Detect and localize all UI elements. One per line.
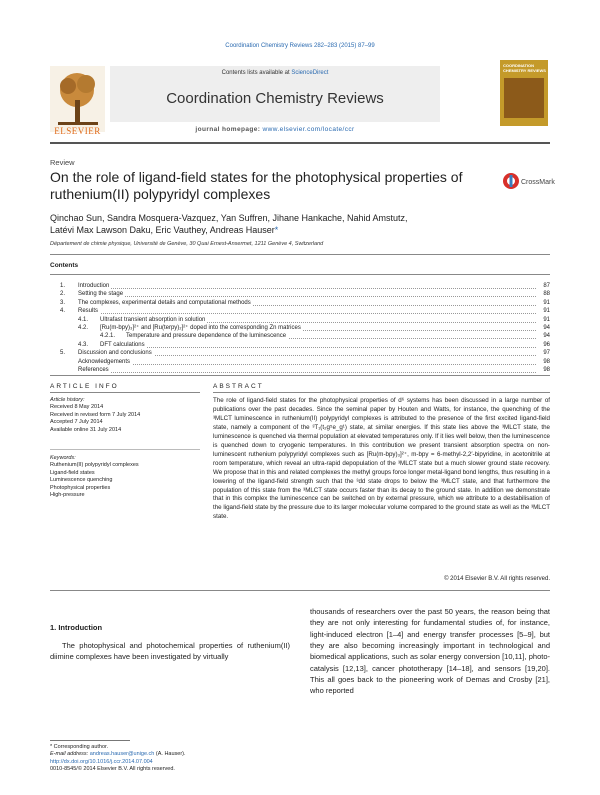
toc-item-number: 4. <box>60 308 66 315</box>
authors-line-2-wrap <box>50 224 550 236</box>
toc-item-page: 98 <box>543 366 550 373</box>
article-info-divider <box>50 392 200 393</box>
abstract-text: The role of ligand-field states for the photophysical properties of d⁶ systems has been discussed in a large number of publications over the past decades. Since the seminal paper by Houten and Watts, for instance, the quenching of the ³MLCT luminescence in ruthenium(II) polypyridyl complexes is attributed to the presence of the first excited ligand-field state, namely a component of the ³T₁(t₂g⁵e_g¹) state, at similar energies. If this state lies above the ³MLCT state, the luminescence is quenched via thermal population at elevated temperatures only. If it lies well below, then the luminescence is quenched down to cryogenic temperatures. In this contribution we present transient absorption spectra on non-luminescent ruthenium polypyridyl complexes such as [Ru(m-bpy)₃]²⁺, m-bpy = 6-methyl-2,2′-bipyridine, in acetonitrile at room temperature, which reveal an ultra-rapid depopulation of the ³MLCT state but a much slower ground state recovery. We propose that in this and related complexes the methyl groups force longer metal-ligand bond lengths, thus resulting in a lowering of the ligand-field strength such that the ³dd state drops to below the ³MLCT state, and that furthermore the population of this state from the ³MLCT state occurs faster than its decay to the ground state. In addition we demonstrate that in this complex the luminescence can be switched on by external pressure, which we attribute to a destabilisation of the ligand-field state by the pressure due to its larger molecular volume compared to the ground state as well as the ³MLCT state. <box>213 397 550 521</box>
crossmark-icon[interactable] <box>502 172 558 190</box>
affiliation: Département de chimie physique, Université de Genève, 30 Quai Ernest-Ansermet, 1211 Genève 4, Switzerland <box>50 241 324 247</box>
footnote <box>50 744 290 774</box>
homepage-label: journal homepage: <box>195 126 261 133</box>
toc-item-number: 4.2. <box>78 324 89 331</box>
toc-item-page: 97 <box>543 350 550 357</box>
toc-item-page: 91 <box>543 316 550 323</box>
toc-item-label: Ultrafast transient absorption in solution <box>100 316 206 323</box>
journal-title: Coordination Chemistry Reviews <box>166 90 384 107</box>
article-title: On the role of ligand-field states for the photophysical properties of ruthenium(II) polypyridyl complexes <box>50 169 463 202</box>
toc-item-label: Setting the stage <box>78 291 124 298</box>
toc-leader-dots <box>78 282 536 289</box>
toc-leader-dots <box>78 290 536 297</box>
toc-item[interactable] <box>50 358 550 366</box>
toc-leader-dots <box>78 366 536 373</box>
toc-item-label: References <box>78 366 109 373</box>
toc-item-page: 88 <box>543 291 550 298</box>
contents-divider <box>50 274 550 275</box>
article-history <box>50 397 200 434</box>
toc-item-number: 2. <box>60 291 66 298</box>
toc-item-page: 94 <box>543 324 550 331</box>
keywords <box>50 455 200 499</box>
article-info-heading: ARTICLE INFO <box>50 383 119 390</box>
introduction-left-column: The photophysical and photochemical properties of ruthenium(II) diimine complexes have been investigated by virtually <box>50 641 290 661</box>
history-online: Available online 31 July 2014 <box>50 426 122 433</box>
email-line <box>50 751 290 758</box>
abstract-bottom-divider <box>50 590 550 591</box>
toc-item[interactable] <box>50 282 550 290</box>
toc-item[interactable] <box>50 341 550 349</box>
keyword: Luminescence quenching <box>50 477 113 484</box>
contents-heading: Contents <box>50 262 79 269</box>
toc-item-label: DFT calculations <box>100 341 145 348</box>
toc-item[interactable] <box>50 366 550 374</box>
table-of-contents <box>50 282 550 374</box>
authors <box>50 212 550 236</box>
toc-item[interactable] <box>50 307 550 315</box>
toc-item-number: 1. <box>60 283 66 289</box>
abstract-divider <box>213 392 550 393</box>
toc-item-label: Temperature and pressure dependence of the luminescence <box>126 333 287 340</box>
toc-item-label: Acknowledgements <box>78 358 131 365</box>
history-received: Received 8 May 2014 <box>50 404 104 411</box>
keyword: Ruthenium(II) polypyridyl complexes <box>50 462 139 469</box>
history-revised: Received in revised form 7 July 2014 <box>50 411 141 418</box>
toc-item-page: 96 <box>543 341 550 348</box>
introduction-heading: 1. Introduction <box>50 623 103 632</box>
toc-leader-dots <box>78 358 536 365</box>
abstract-heading: ABSTRACT <box>213 383 264 390</box>
toc-item-page: 98 <box>543 358 550 365</box>
toc-item-number: 4.1. <box>78 316 89 323</box>
keywords-divider <box>50 449 200 450</box>
email-label: E-mail address: <box>50 751 89 758</box>
toc-item-page: 91 <box>543 299 550 306</box>
email-name: (A. Hauser). <box>155 751 186 758</box>
toc-item-page: 94 <box>543 333 550 340</box>
toc-item-label: Introduction <box>78 283 110 289</box>
history-label: Article history: <box>50 397 85 403</box>
toc-leader-dots <box>100 341 536 348</box>
toc-item[interactable] <box>50 299 550 307</box>
doi-link[interactable]: http://dx.doi.org/10.1016/j.ccr.2014.07.004 <box>50 758 153 765</box>
toc-item[interactable] <box>50 349 550 357</box>
toc-item[interactable] <box>50 324 550 332</box>
keywords-label: Keywords: <box>50 455 76 461</box>
toc-item-number: 4.3. <box>78 341 89 348</box>
corresponding-author-mark[interactable]: * <box>274 225 279 235</box>
toc-item-number: 4.2.1. <box>100 333 116 340</box>
authors-line-1: Qinchao Sun, Sandra Mosquera-Vazquez, Yan Suffren, Jihane Hankache, Nahid Amstutz, <box>50 213 408 223</box>
affiliation-divider <box>50 254 550 255</box>
article-type: Review <box>50 158 75 167</box>
toc-bottom-divider <box>50 375 550 376</box>
corresponding-author-note: * Corresponding author. <box>50 744 109 750</box>
keyword: Photophysical properties <box>50 484 111 491</box>
publisher-name: ELSEVIER <box>54 126 101 136</box>
email-link[interactable]: andreas.hauser@unige.ch <box>89 751 155 758</box>
header-divider <box>50 142 550 144</box>
keyword: Ligand-field states <box>50 469 95 476</box>
cover-title: COORDINATION CHEMISTRY REVIEWS <box>503 63 546 73</box>
cover-artwork <box>504 78 544 118</box>
sciencedirect-link[interactable]: ScienceDirect <box>291 70 329 76</box>
toc-item-label: Results <box>78 308 99 315</box>
toc-item-number: 3. <box>60 299 66 306</box>
copyright: © 2014 Elsevier B.V. All rights reserved. <box>444 576 550 582</box>
toc-leader-dots <box>78 307 536 314</box>
journal-citation[interactable]: Coordination Chemistry Reviews 282–283 (2015) 87–99 <box>225 43 375 49</box>
contents-available-text: Contents lists available at <box>221 70 290 76</box>
toc-item-page: 91 <box>543 308 550 315</box>
homepage-url-link[interactable]: www.elsevier.com/locate/ccr <box>262 126 355 133</box>
footnote-divider <box>50 740 130 741</box>
contents-available-line <box>110 70 440 76</box>
journal-homepage <box>110 126 440 133</box>
journal-cover-image <box>500 60 548 126</box>
crossmark-label: CrossMark <box>521 179 555 186</box>
keyword: High-pressure <box>50 492 85 499</box>
toc-item-label: The complexes, experimental details and computational methods <box>78 299 251 306</box>
toc-item[interactable] <box>50 332 550 340</box>
authors-line-2: Latévi Max Lawson Daku, Eric Vauthey, Andreas Hauser <box>50 225 275 235</box>
toc-item[interactable] <box>50 290 550 298</box>
history-accepted: Accepted 7 July 2014 <box>50 419 103 426</box>
toc-item-label: Discussion and conclusions <box>78 350 152 357</box>
toc-item-number: 5. <box>60 350 66 357</box>
issn-line: 0010-8545/© 2014 Elsevier B.V. All rights reserved. <box>50 766 175 773</box>
toc-item[interactable] <box>50 316 550 324</box>
toc-item-page: 87 <box>543 283 550 289</box>
toc-item-label: [Ru(m-bpy)₃]²⁺ and [Ru(terpy)₂]²⁺ doped into the corresponding Zn matrices <box>100 324 301 331</box>
introduction-right-column: thousands of researchers over the past 50 years, the reason being that they are not only interesting for fundamental studies of, for instance, light-induced electron [1–4] and energy transfer processes [5–9], but they are also becoming increasingly important in technological and biomedical applications, such as solar energy conversion [10,11], photo-catalysis [12,13], cancer phototherapy [14–18], and sensors [19,20]. This all goes back to the pioneering work of Demas and Crosby [21], who reported <box>310 607 550 696</box>
